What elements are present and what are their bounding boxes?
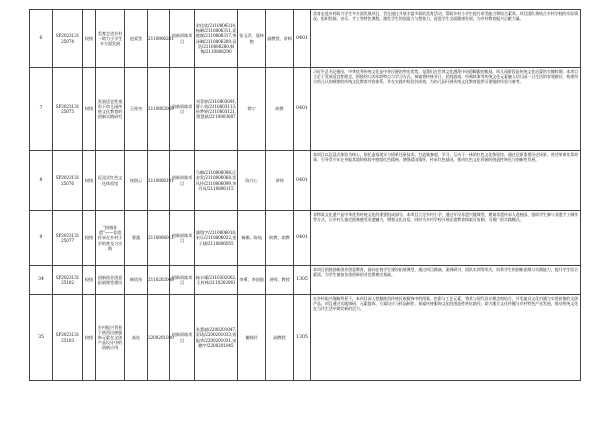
- table-row: [30, 266, 581, 295]
- row-number: 8: [30, 151, 53, 211]
- advisor-name: 李勇、李国强: [238, 266, 266, 295]
- project-title: 美育走进乡村一助力小学生多方面发展: [96, 10, 125, 68]
- project-type: 创新训练项目: [170, 295, 195, 381]
- project-id: SP2023131 25077: [53, 211, 83, 266]
- advisor-title: 副教授、讲师: [266, 10, 294, 68]
- row-number: 35: [30, 295, 53, 381]
- discipline-code: 1305: [294, 295, 311, 381]
- project-id: SP2023131 25076: [53, 151, 83, 211]
- row-number: 7: [30, 68, 53, 151]
- table-row: [30, 68, 581, 151]
- project-leader: 曹露: [125, 211, 148, 266]
- discipline-code: 0401: [294, 151, 311, 211]
- leader-student-id: 2110202048: [148, 266, 170, 295]
- project-leader: 崔润云: [125, 151, 148, 211]
- table-row: [30, 211, 581, 266]
- advisor-name: 杨娜、陈灿: [238, 211, 266, 266]
- table-row: [30, 151, 581, 211]
- project-leader: 赵爱莹: [125, 10, 148, 68]
- row-number: 9: [30, 211, 53, 266]
- project-description: 本项目以沉浸式体验为核心，依托虚拟现实与情景还原技术，打造集参观、学习、互动于一体的红色文化体验馆。通过还原重要历史场景、讲述革命先辈故事，引导青少年在身临其境的体验中感悟红色精神，增强爱国情怀，传承红色基因，推动红色文化资源的创造性转化与创新性发展。: [311, 151, 581, 211]
- project-level: 校级: [83, 68, 96, 151]
- leader-student-id: 2200201030: [148, 295, 170, 381]
- leader-student-id: 2110806281: [148, 10, 170, 68]
- advisor-name: 陈月心: [238, 151, 266, 211]
- project-level: 校级: [83, 211, 96, 266]
- project-title: 发展适宜性视角下幼儿园传统文化教育的创新实践研究: [96, 68, 125, 151]
- table-row: [30, 10, 581, 68]
- leader-student-id: 2110806011: [148, 211, 170, 266]
- project-description: 习近平总书记指出，中华优秀传统文化是中华民族的突出优势，是我们在世界文化激荡中站稳脚跟的根基。幼儿园阶段是传统文化启蒙的关键时期，本项目立足于发展适宜性理念，围绕幼儿的年龄特点与学习方式，探索将传统节日、民间游戏、经典故事等传统文化元素融入幼儿园一日生活的有效路径，构建符合幼儿认知规律的传统文化教育内容体系，并在实践中检验其成效，为幼儿园开展传统文化教育提供可借鉴的经验与参考。: [311, 68, 581, 151]
- project-level: 校级: [83, 295, 96, 381]
- project-members: 刘菲婷/2110803091,曹小英/2110803113,孙梦婷/2110803121,殷慧斌/2110803087: [195, 68, 238, 151]
- table-row: [30, 295, 581, 381]
- project-id: SP2023131 25074: [53, 10, 83, 68]
- project-members: 潘翔宇/2110806018,宋乐/2110806022,金子涵/2110806055: [195, 211, 238, 266]
- project-members: 张慧斌/2200201047,雷琦/2200201033,贾振华/2200201031,宋鹏宇/2200201045: [195, 295, 238, 381]
- row-number: 34: [30, 266, 53, 295]
- leader-student-id: 2110806101: [148, 151, 170, 211]
- project-title: “热遇非遗”——非遗传承在乡村小学的普及与实践: [96, 211, 125, 266]
- advisor-title: 讲师: [266, 151, 294, 211]
- advisor-title: 助教、助教: [266, 211, 294, 266]
- project-title: 沉浸式红色文化体验馆: [96, 151, 125, 211]
- discipline-code: 1305: [294, 266, 311, 295]
- project-description: 本项目围绕创新创业创意教育，面向在校学生建设拓展课堂，通过项目路演、案例研讨、团队实训等形式，培养学生的创新思维与实践能力，提升学生综合素质，为学生参加各类创新创业竞赛奠定基础。: [311, 266, 581, 295]
- project-leader: 王梓杰: [125, 68, 148, 151]
- project-level: 校级: [83, 10, 96, 68]
- discipline-code: 0401: [294, 10, 311, 68]
- project-type: 创新训练项目: [170, 266, 195, 295]
- discipline-code: 0401: [294, 68, 311, 151]
- project-type: 创新训练项目: [170, 68, 195, 151]
- project-type: 创新训练项目: [170, 151, 195, 211]
- project-id: SP2023131 25075: [53, 68, 83, 151]
- project-level: 校级: [83, 266, 96, 295]
- discipline-code: 0401: [294, 211, 311, 266]
- project-table: [29, 9, 581, 381]
- project-description: 非物质文化遗产是中华优秀传统文化的重要组成部分。本项目立足乡村小学，通过开设非遗兴趣课堂、邀请非遗传承人进校园、组织学生参与非遗手工制作等方式，让乡村儿童近距离感受非遗魅力，增强文化自信，同时为乡村学校开展非遗教育探索可复制、可推广的实践模式。: [311, 211, 581, 266]
- project-title: 创新创业创意拓展课堂建设: [96, 266, 125, 295]
- project-leader: 韩钦彤: [125, 266, 148, 295]
- advisor-name: 徐宁: [238, 68, 266, 151]
- project-members: 杨丰耀/2110302062,王梓林/2110202061: [195, 266, 238, 295]
- advisor-title: 助教: [266, 68, 294, 151]
- project-type: 创新训练项目: [170, 10, 195, 68]
- project-id: SP2023131 25103: [53, 295, 83, 381]
- project-title: 乡村振兴背景下陕西民族服饰元素在文创产品设计中的创新应用: [96, 295, 125, 381]
- advisor-name: 谢晓玲: [238, 295, 266, 381]
- project-id: SP2023131 25102: [53, 266, 83, 295]
- project-leader: 高钰: [125, 295, 148, 381]
- project-members: 余佳欣/2110806314,杨琳/2110806311,姜媛媛/2110806317,李泽琳/2110806289,袁浩/2110806280,韩梅/2110806290: [195, 10, 238, 68]
- row-number: 6: [30, 10, 53, 68]
- advisor-title: 副教授: [266, 295, 294, 381]
- project-description: 在乡村振兴战略背景下，本项目深入挖掘陕西传统民族服饰中的图案、色彩与工艺元素，将其与现代设计理念相结合，开发兼具文化内涵与实用价值的文创产品。项目通过实地调研、元素提炼、方案设计与样品制作，探索传统服饰文化的创造性转化路径，助力地方文化传播与乡村特色产业发展，推动传统文化在当代生活中焕发新的活力。: [311, 295, 581, 381]
- project-description: 美育走进乡村助力学生多方面发展项目，旨在通过开展丰富多彩的美育活动，帮助乡村小学生提升审美能力和综合素养。项目团队将结合乡村学校的实际情况，组织绘画、音乐、手工等特色课程，激发学生的创造力与想象力，促进学生全面健康发展，为乡村教育振兴贡献力量。: [311, 10, 581, 68]
- leader-student-id: 2110802069: [148, 68, 170, 151]
- advisor-name: 张玉萍、聂林艳: [238, 10, 266, 68]
- project-members: 马琳/2110806098,汪金发/2110806068,雷风铃/2110806099,李丹凤/2110806115: [195, 151, 238, 211]
- advisor-title: 讲师、教授: [266, 266, 294, 295]
- project-type: 创新训练项目: [170, 211, 195, 266]
- project-level: 校级: [83, 151, 96, 211]
